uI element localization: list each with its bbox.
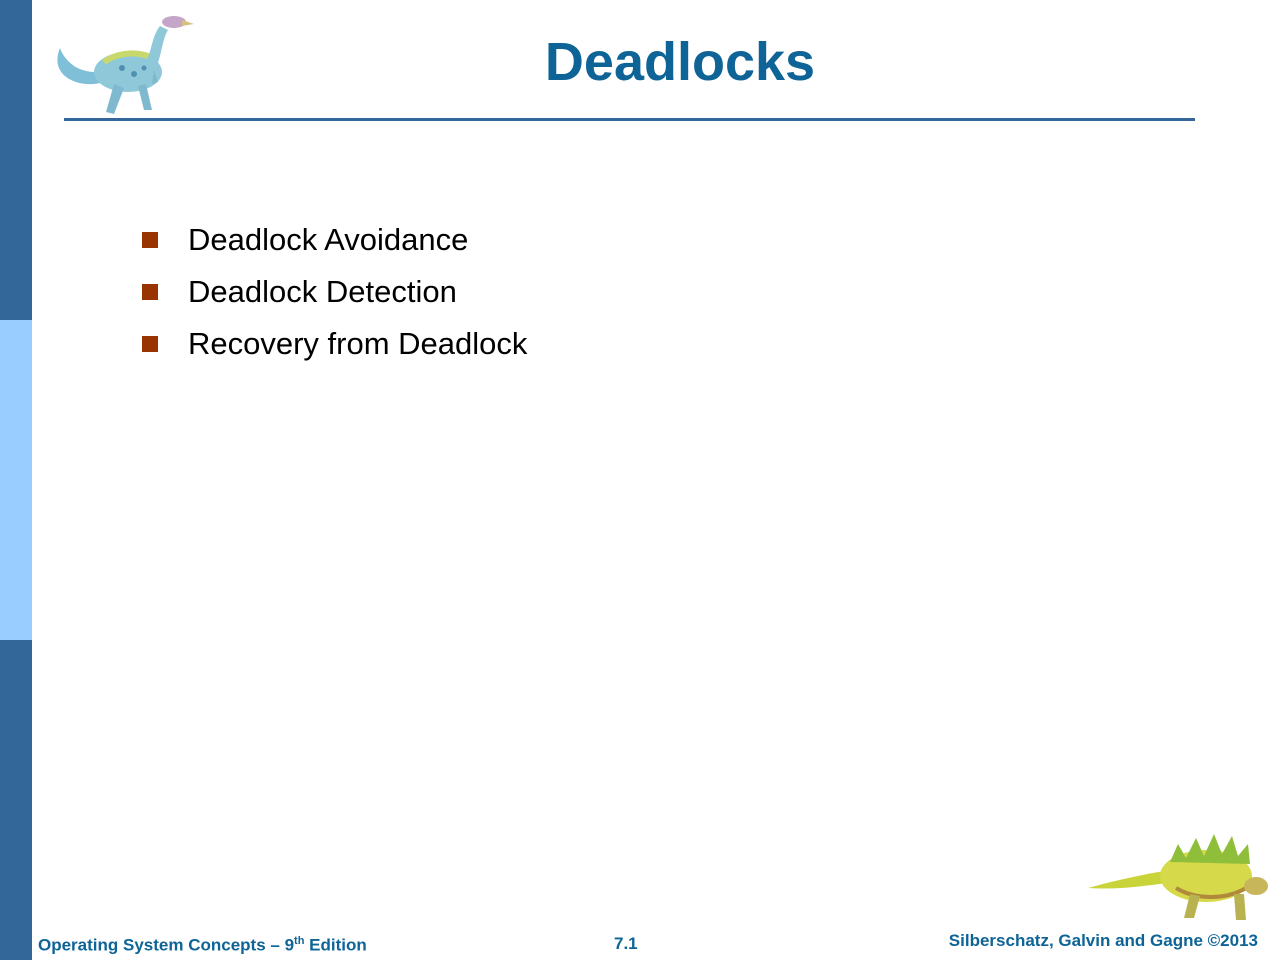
bullet-text: Deadlock Detection — [188, 274, 457, 309]
footer-book-suffix: Edition — [304, 935, 367, 955]
dinosaur-icon — [48, 10, 198, 120]
page-number: 7.1 — [614, 934, 638, 953]
footer-copyright: Silberschatz, Galvin and Gagne ©2013 — [948, 931, 1258, 950]
title-divider — [64, 118, 1195, 121]
slide-title: Deadlocks — [544, 32, 816, 92]
sidebar-top — [0, 0, 32, 320]
footer-book-title — [38, 935, 367, 956]
footer-book-prefix: Operating System Concepts – 9 — [38, 935, 295, 955]
bullet-square-icon — [142, 336, 158, 352]
list-item — [142, 214, 527, 266]
sidebar-bottom — [0, 640, 32, 960]
bullet-square-icon — [142, 284, 158, 300]
dinosaur-icon — [1086, 822, 1270, 924]
bullet-text: Recovery from Deadlock — [188, 326, 528, 361]
bullet-text: Deadlock Avoidance — [188, 222, 469, 257]
bullet-list — [142, 214, 527, 370]
list-item — [142, 266, 527, 318]
bullet-square-icon — [142, 232, 158, 248]
list-item — [142, 318, 527, 370]
footer-book-sup: th — [294, 935, 305, 947]
sidebar-middle — [0, 320, 32, 640]
